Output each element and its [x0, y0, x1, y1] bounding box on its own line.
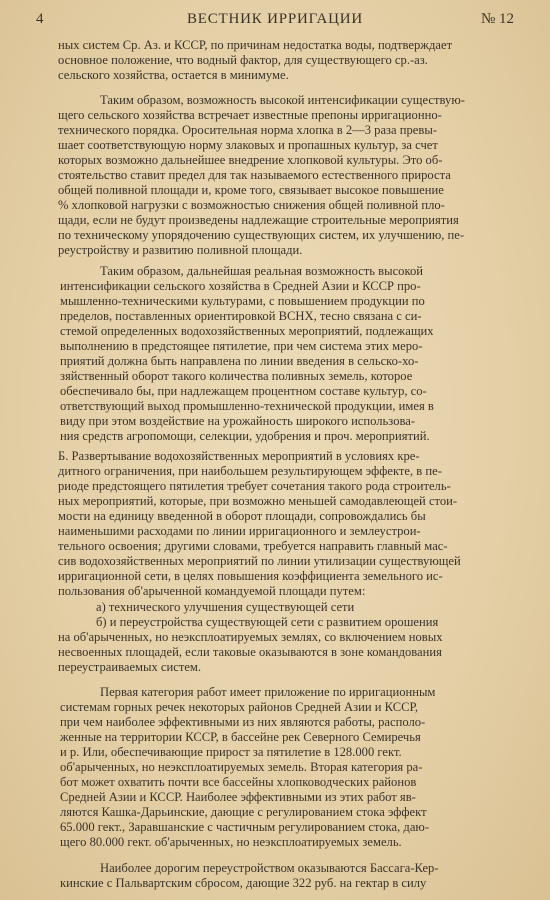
text-line: риоде предстоящего пятилетия требует сочетания такого рода строитель- — [58, 479, 451, 493]
text-line: об'арыченных, но неэксплоатируемых земель. Вторая категория ра- — [60, 760, 423, 774]
journal-title: ВЕСТНИК ИРРИГАЦИИ — [186, 11, 364, 27]
text-line: пределов, поставленных ориентировкой ВСНХ, тесно связана с си- — [60, 309, 422, 323]
text-line: мости на единицу введенной в оборот площади, сопровождались бы — [58, 509, 426, 523]
text-line: системам горных речек некоторых районов Средней Азии и КССР, — [60, 700, 419, 714]
text-line: обеспечивало бы, при надлежащем процентном составе культур, со- — [60, 384, 427, 398]
text-line: Таким образом, дальнейшая реальная возможность высокой — [100, 264, 423, 278]
text-line: выполнению в предстоящее пятилетие, при чем система этих меро- — [60, 339, 423, 353]
page-header — [0, 8, 550, 32]
text-line: Б. Развертывание водохозяйственных мероприятий в условиях кре- — [58, 449, 420, 463]
issue-number: № 12 — [480, 11, 514, 27]
text-line: 65.000 гект., Заравшанские с частичным регулированием стока, даю- — [60, 820, 430, 834]
text-line: сив водохозяйственных мероприятий по линии утилизации существующей — [58, 554, 461, 568]
text-line: мышленно-техническими культурами, с повышением продукции по — [60, 294, 425, 308]
text-line: наименьшими расходами по линии ирригационного и землеустрои- — [58, 524, 421, 538]
text-line: несвоенных площадей, если таковые оказываются в зоне командования — [58, 645, 442, 659]
text-line: кинские с Пальвартским сбросом, дающие 322 руб. на гектар в силу — [60, 876, 427, 890]
text-line: стоятельство ставит предел для так называемого естественного прироста — [58, 168, 451, 182]
page-number: 4 — [36, 11, 44, 27]
text-line: реустройству и развитию поливной площади. — [58, 243, 303, 257]
text-line: технического порядка. Оросительная норма хлопка в 2—3 раза превы- — [58, 123, 437, 137]
text-line: которых возможно дальнейшее внедрение хлопковой культуры. Это об- — [58, 153, 443, 167]
text-line: общей поливной площади и, кроме того, связывает высокое повышение — [58, 183, 444, 197]
text-line: щади, если не будут произведены надлежащие строительные мероприятия — [58, 213, 459, 227]
text-line: бот может охватить почти все бассейны хлопководческих районов — [60, 775, 417, 789]
text-line: интенсификации сельского хозяйства в Средней Азии и КССР про- — [60, 279, 421, 293]
text-line: ния средств агропомощи, селекции, удобрения и проч. мероприятий. — [60, 429, 430, 443]
text-line: при чем наиболее эффективными из них являются работы, располо- — [60, 715, 426, 729]
list-item-a: а) технического улучшения существующей сети — [96, 600, 355, 614]
text-line: ных систем Ср. Аз. и КССР, по причинам недостатка воды, подтверждает — [58, 38, 453, 52]
text-line: виду при этом воздействие на урожайность широкого использова- — [60, 414, 416, 428]
text-line: основное положение, что водный фактор, для существующего ср.-аз. — [58, 53, 428, 67]
text-line: и р. Или, обеспечивающие прирост за пятилетие в 128.000 гект. — [60, 745, 402, 759]
text-line: стемой определенных водохозяйственных мероприятий, подлежащих — [60, 324, 434, 338]
text-line: % хлопковой нагрузки с возможностью снижения общей поливной пло- — [58, 198, 445, 212]
text-line: ных мероприятий, которые, при возможно меньшей самодавлеющей стои- — [58, 494, 458, 508]
text-line: шает соответствующую норму злаковых и пропашных культур, за счет — [58, 138, 438, 152]
text-line: приятий должна быть направлена по линии введения в сельско-хо- — [60, 354, 419, 368]
text-line: ответствующий выход промышленно-технической продукции, имея в — [60, 399, 434, 413]
text-line: щего сельского хозяйства встречает известные препоны ирригационно- — [58, 108, 442, 122]
text-line: щего 80.000 гект. об'арыченных, но неэксплоатируемых земель. — [60, 835, 402, 849]
text-line: переустраиваемых систем. — [58, 660, 202, 674]
text-line: женные на территории КССР, в бассейне рек Северного Семиречья — [60, 730, 421, 744]
text-line: Первая категория работ имеет приложение по ирригационным — [100, 685, 436, 699]
text-line: дитного ограничения, при наибольшем результирующем эффекте, в пе- — [58, 464, 442, 478]
text-line: сельского хозяйства, остается в минимуме. — [58, 68, 289, 82]
text-line: Наиболее дорогим переустройством оказываются Бассага-Кер- — [100, 861, 439, 875]
text-line: Таким образом, возможность высокой интенсификации существую- — [100, 93, 465, 107]
text-line: б) и переустройства существующей сети с развитием орошения — [96, 615, 439, 629]
text-line: пользования об'арыченной командуемой площади путем: — [58, 584, 366, 598]
text-line: зяйственный оборот такого количества поливных земель, которое — [60, 369, 413, 383]
text-line: по техническому упорядочению существующих систем, их улучшению, пе- — [58, 228, 465, 242]
text-line: тельного освоения; другими словами, требуется направить главный мас- — [58, 539, 448, 553]
text-line: на об'арыченных, но неэксплоатируемых землях, со включением новых — [58, 630, 443, 644]
text-line: ляются Кашка-Дарьинские, дающие с регулированием стока эффект — [60, 805, 427, 819]
text-line: ирригационной сети, в целях повышения коэффициента земельного ис- — [58, 569, 443, 583]
text-line: Средней Азии и КССР. Наиболее эффективными из этих работ яв- — [60, 790, 416, 804]
